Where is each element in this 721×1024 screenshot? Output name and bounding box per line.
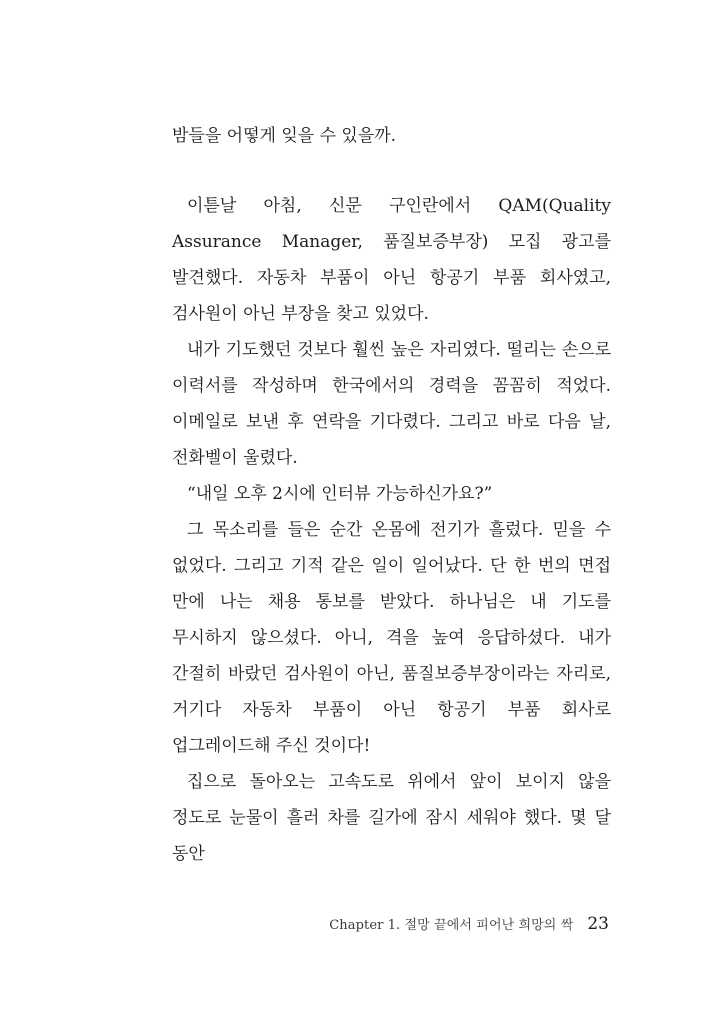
paragraph-3-quote: “내일 오후 2시에 인터뷰 가능하신가요?” (187, 484, 493, 504)
page-footer (329, 914, 609, 934)
paragraph-5: 집으로 돌아오는 고속도로 위에서 앞이 보이지 않을 정도로 눈물이 흘러 차를 길가에 잠시 세워야 했다. 몇 달 동안 (172, 772, 617, 864)
paragraph-1: 이튿날 아침, 신문 구인란에서 QAM(Quality Assurance Manager, 품질보증부장) 모집 광고를 발견했다. 자동차 부품이 아닌 항공기 부품 회사였고, 검사원이 아닌 부장을 찾고 있었다. (172, 196, 617, 324)
page-number: 23 (587, 914, 609, 934)
continuation-line: 밤들을 어떻게 잊을 수 있을까. (172, 126, 397, 146)
paragraph-4: 그 목소리를 들은 순간 온몸에 전기가 흘렀다. 믿을 수 없었다. 그리고 기적 같은 일이 일어났다. 단 한 번의 면접 만에 나는 채용 통보를 받았다. 하나님은 내 기도를 무시하지 않으셨다. 아니, 격을 높여 응답하셨다. 내가 간절히 바랐던 검사원이 아닌, 품질보증부장이라는 자리로, 거기다 자동차 부품이 아닌 항공기 부품 회사로 업그레이드해 주신 것이다! (172, 520, 617, 756)
text-block-main (172, 188, 617, 872)
paragraph-2: 내가 기도했던 것보다 훨씬 높은 자리였다. 떨리는 손으로 이력서를 작성하며 한국에서의 경력을 꼼꼼히 적었다. 이메일로 보낸 후 연락을 기다렸다. 그리고 바로 다음 날, 전화벨이 울렸다. (172, 340, 617, 468)
running-footer-chapter: Chapter 1. 절망 끝에서 피어난 희망의 싹 (329, 918, 574, 933)
text-block-continuation (172, 118, 611, 154)
